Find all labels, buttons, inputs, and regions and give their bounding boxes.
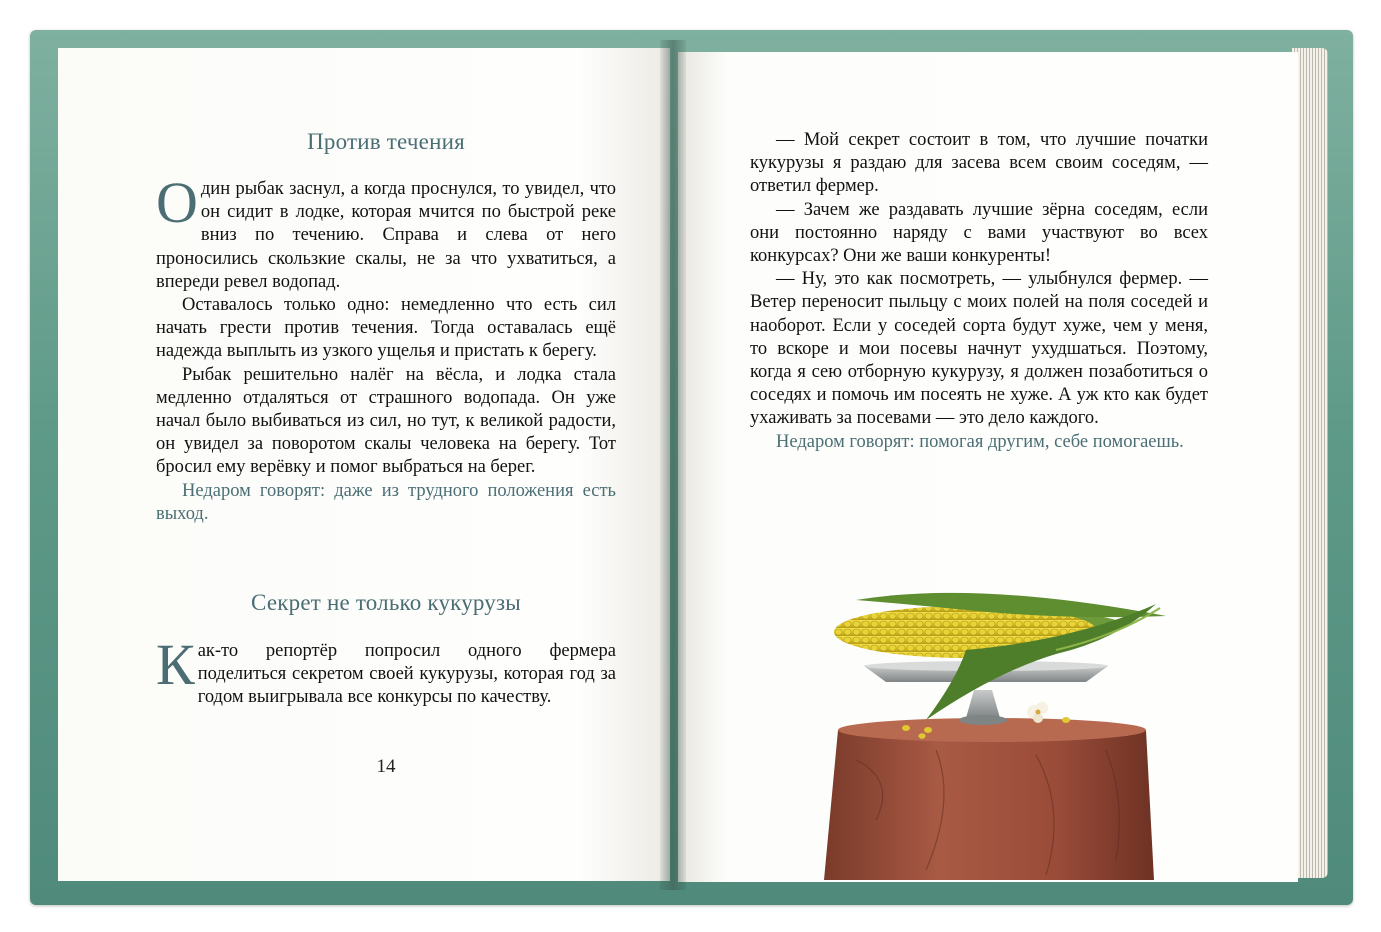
- page-number: 14: [376, 756, 396, 777]
- story1-title: Против течения: [307, 129, 465, 154]
- story2-body: [156, 632, 616, 710]
- stump: [824, 718, 1154, 880]
- story2-paragraph1-text: ак-то репортёр попросил одного фермера поделиться секретом своей кукурузы, которая год за годом выигрывала все конкурсы по качеству.: [197, 641, 616, 708]
- story2-continuation: [750, 129, 1208, 454]
- story1-dropcap: О: [156, 170, 198, 235]
- story2-title: Секрет не только кукурузы: [251, 590, 521, 615]
- right-paragraph1: — Мой секрет состоит в том, что лучшие початки кукурузы я раздаю для засева всем своим соседям, — ответил фермер.: [750, 130, 1208, 197]
- story1-paragraph1: [156, 170, 616, 294]
- story1-paragraph3: Рыбак решительно налёг на вёсла, и лодка стала медленно отдаляться от страшного водопада. Он уже начал было выбиваться из сил, но тут, к великой радости, он увидел за поворотом скалы человека на берегу. Тот бросил ему верёвку и помог выбраться на берег.: [156, 364, 616, 478]
- story2-dropcap: К: [156, 632, 195, 697]
- story1-body: [156, 170, 616, 526]
- right-moral: Недаром говорят: помогая другим, себе помогаешь.: [776, 431, 1184, 452]
- corn-on-pedestal-illustration: [816, 580, 1186, 880]
- story1-paragraph1-text: дин рыбак заснул, а когда проснулся, то увидел, что он сидит в лодке, которая мчится по быстрой реке вниз по течению. Справа и слева от него проносились скользкие скалы, не за что ухватиться, а впереди ревел водопад.: [156, 179, 616, 292]
- corn-cob: [834, 593, 1166, 720]
- right-paragraph2: — Зачем же раздавать лучшие зёрна соседям, если они постоянно наряду с вами участвуют во всех конкурсах? Они же ваши конкуренты!: [750, 199, 1208, 267]
- story1-paragraph2: Оставалось только одно: немедленно что есть сил начать грести против течения. Тогда оставалась ещё надежда выплыть из узкого ущелья и пристать к берегу.: [156, 295, 616, 362]
- story1-moral: Недаром говорят: даже из трудного положения есть выход.: [156, 480, 616, 524]
- story2-paragraph1: [156, 632, 616, 710]
- right-paragraph3: — Ну, это как посмотреть, — улыбнулся фермер. — Ветер переносит пыльцу с моих полей на поля соседей и наоборот. Если у соседей сорта будут хуже, чем у меня, то вскоре и мои посевы начнут ухудшаться. Поэтому, когда я сею отборную кукурузу, я должен позаботиться о соседях и помочь им посеять не хуже. А уж кто как будет ухаживать за посевами — это дело каждого.: [750, 269, 1208, 429]
- book-gutter: [660, 40, 686, 890]
